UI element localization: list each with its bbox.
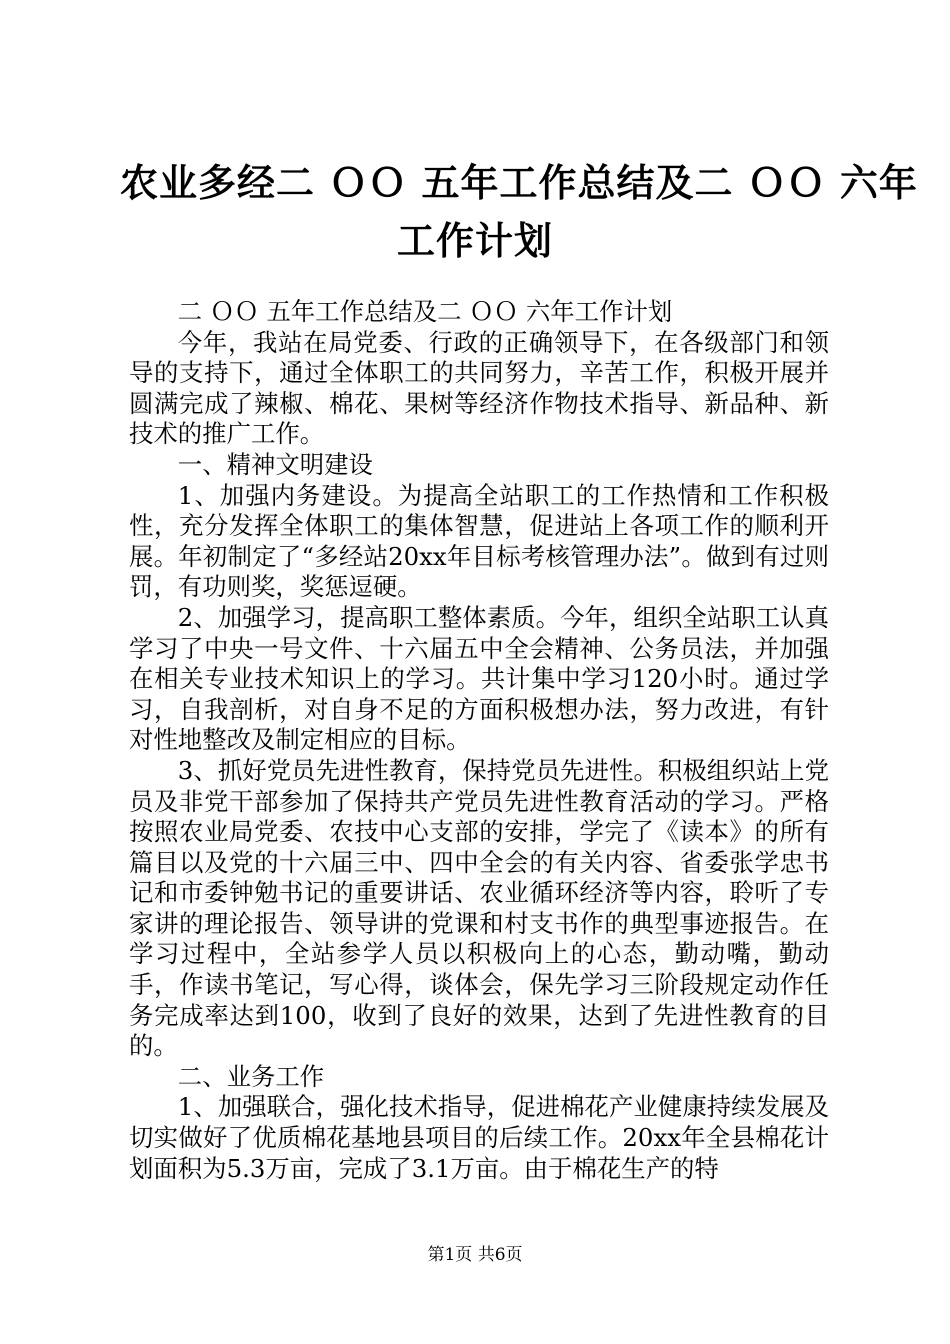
section-heading-1: 一、精神文明建设 (177, 449, 373, 479)
document-title-line-1: 农业多经二 ＯＯ 五年工作总结及二 ＯＯ 六年 (120, 160, 918, 205)
intro-paragraph: 今年，我站在局党委、行政的正确领导下，在各级部门和领导的支持下，通过全体职工的共同努力，辛苦工作，积极开展并圆满完成了辣椒、棉花、果树等经济作物技术指导、新品种、新技术的推广工作。 (129, 327, 829, 449)
paragraph-1-2: 2、加强学习，提高职工整体素质。今年，组织全站职工认真学习了中央一号文件、十六届五中全会精神、公务员法，并加强在相关专业技术知识上的学习。共计集中学习120小时。通过学习，自我剖析，对自身不足的方面积极想办法，努力改进，有针对性地整改及制定相应的目标。 (129, 602, 829, 755)
document-title-line-2: 工作计划 (396, 218, 553, 263)
paragraph-2-1: 1、加强联合，强化技术指导，促进棉花产业健康持续发展及切实做好了优质棉花基地县项目的后续工作。20xx年全县棉花计划面积为5.3万亩，完成了3.1万亩。由于棉花生产的特 (129, 1092, 829, 1183)
document-body (129, 297, 829, 1184)
page-number-footer: 第1页 共6页 (427, 1245, 523, 1265)
subtitle-paragraph: 二 ＯＯ 五年工作总结及二 ＯＯ 六年工作计划 (177, 297, 673, 326)
paragraph-1-1: 1、加强内务建设。为提高全站职工的工作热情和工作积极性，充分发挥全体职工的集体智慧，促进站上各项工作的顺利开展。年初制定了“多经站20xx年目标考核管理办法”。做到有过则罚，有功则奖，奖惩逗硬。 (129, 480, 829, 602)
section-heading-2: 二、业务工作 (177, 1061, 325, 1091)
paragraph-1-3: 3、抓好党员先进性教育，保持党员先进性。积极组织站上党员及非党干部参加了保持共产党员先进性教育活动的学习。严格按照农业局党委、农技中心支部的安排，学完了《读本》的所有篇目以及党的十六届三中、四中全会的有关内容、省委张学忠书记和市委钟勉书记的重要讲话、农业循环经济等内容，聆听了专家讲的理论报告、领导讲的党课和村支书作的典型事迹报告。在学习过程中，全站参学人员以积极向上的心态，勤动嘴，勤动手，作读书笔记，写心得，谈体会，保先学习三阶段规定动作任务完成率达到100，收到了良好的效果，达到了先进性教育的目的。 (129, 755, 829, 1061)
